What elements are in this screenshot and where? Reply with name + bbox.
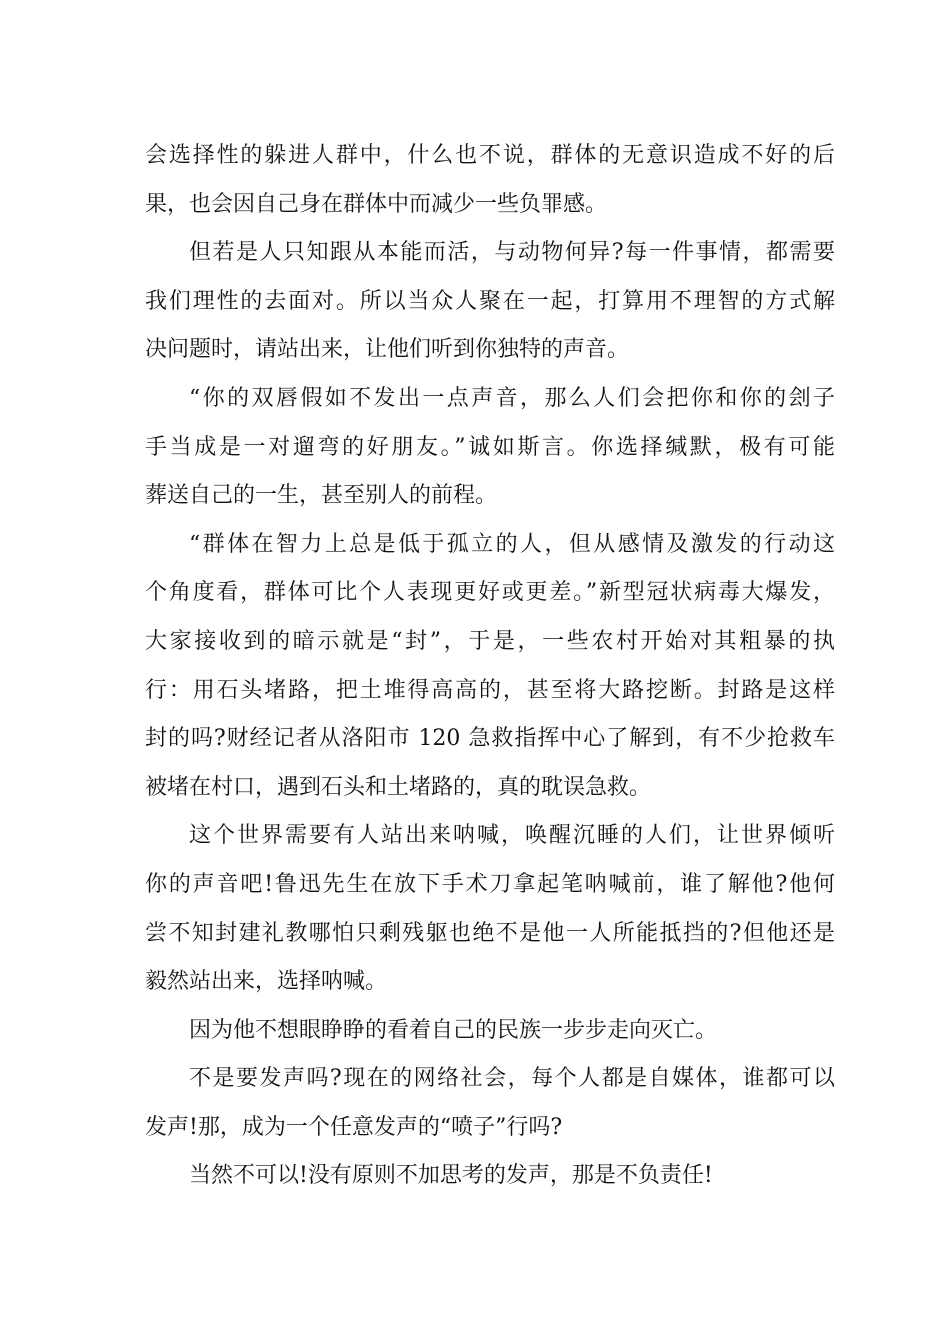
text-line: 我们理性的去面对。所以当众人聚在一起，打算用不理智的方式解: [145, 288, 835, 314]
text-line: 发声!那，成为一个任意发声的“喷子”行吗?: [145, 1114, 563, 1140]
text-line: 这个世界需要有人站出来呐喊，唤醒沉睡的人们，让世界倾听: [189, 823, 835, 849]
text-line: 个角度看，群体可比个人表现更好或更差。”新型冠状病毒大爆发，: [145, 580, 835, 606]
text-line: 当然不可以!没有原则不加思考的发声，那是不负责任!: [189, 1163, 713, 1189]
text-line: 葬送自己的一生，甚至别人的前程。: [145, 483, 498, 509]
text-line: 大家接收到的暗示就是“封”，于是，一些农村开始对其粗暴的执: [145, 628, 835, 654]
text-line: “你的双唇假如不发出一点声音，那么人们会把你和你的刽子: [189, 385, 835, 411]
text-line: 你的声音吧!鲁迅先生在放下手术刀拿起笔呐喊前，谁了解他?他何: [145, 871, 835, 897]
text-line: 决问题时，请站出来，让他们听到你独特的声音。: [145, 337, 630, 363]
text-line: “群体在智力上总是低于孤立的人，但从感情及激发的行动这: [189, 531, 835, 557]
text-line: 但若是人只知跟从本能而活，与动物何异?每一件事情，都需要: [189, 240, 835, 266]
text-line: 会选择性的躲进人群中，什么也不说，群体的无意识造成不好的后: [145, 143, 835, 168]
text-line: 因为他不想眼睁睁的看着自己的民族一步步走向灭亡。: [189, 1017, 718, 1043]
text-line: 封的吗?财经记者从洛阳市 120 急救指挥中心了解到，有不少抢救车: [145, 726, 835, 752]
text-line: 行：用石头堵路，把土堆得高高的，甚至将大路挖断。封路是这样: [145, 677, 835, 703]
text-line: 尝不知封建礼教哪怕只剩残躯也绝不是他一人所能抵挡的?但他还是: [145, 920, 835, 946]
text-line: 不是要发声吗?现在的网络社会，每个人都是自媒体，谁都可以: [189, 1066, 835, 1092]
text-line: 手当成是一对遛弯的好朋友。”诚如斯言。你选择缄默，极有可能: [145, 434, 835, 460]
text-line: 果，也会因自己身在群体中而减少一些负罪感。: [145, 191, 608, 217]
body-text: [145, 132, 835, 1201]
text-line: 被堵在村口，遇到石头和土堵路的，真的耽误急救。: [145, 774, 652, 800]
text-line: 毅然站出来，选择呐喊。: [145, 969, 388, 995]
